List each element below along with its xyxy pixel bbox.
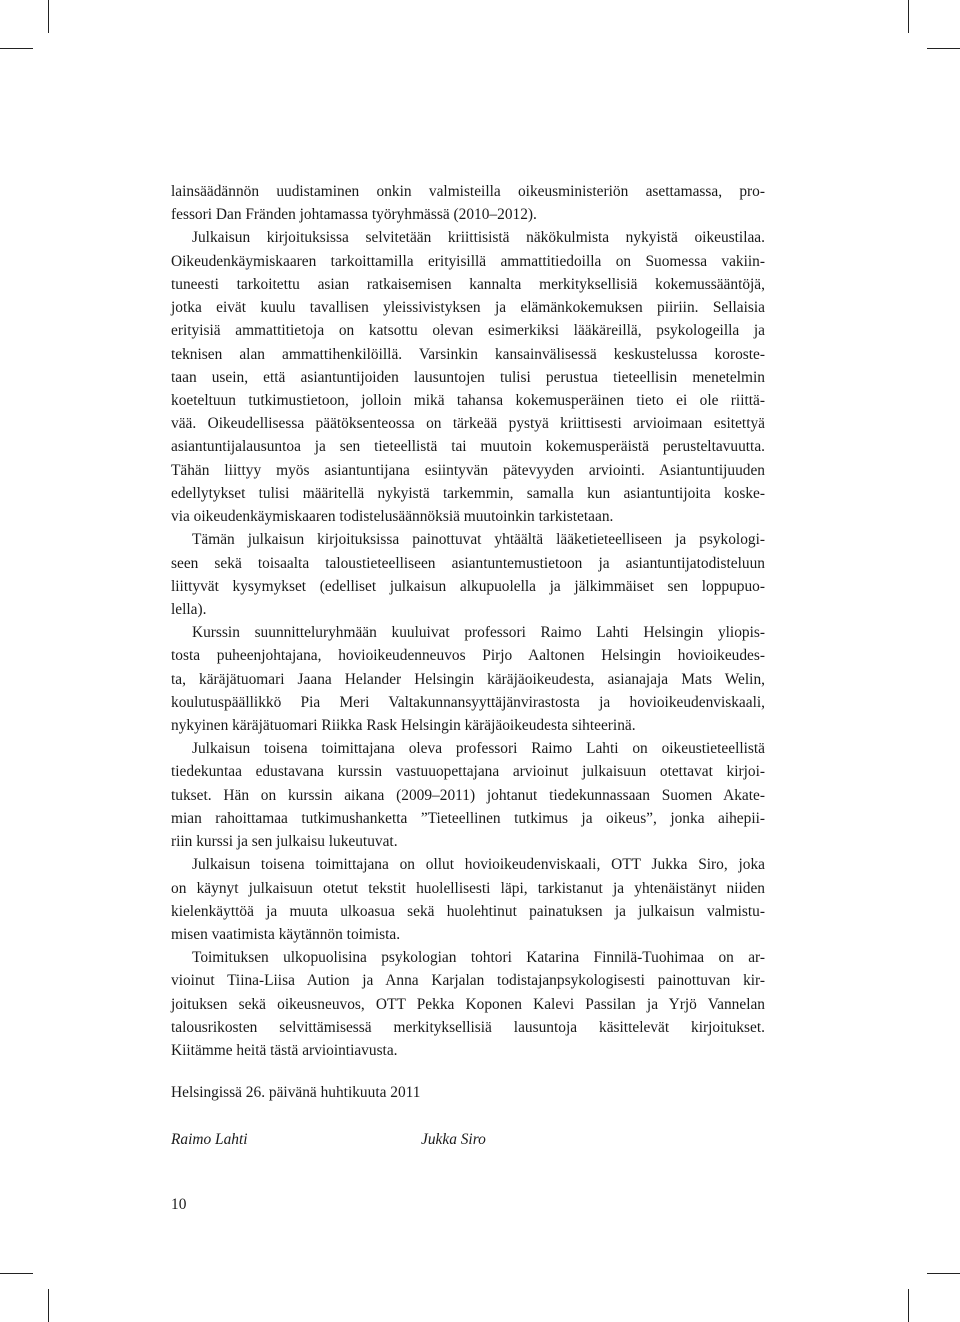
text-line: fessori Dan Fränden johtamassa työryhmässä (2010–2012). [171, 206, 537, 224]
signature-jukka-siro: Jukka Siro [421, 1131, 486, 1148]
text-line: liittyvät kysymykset (edelliset julkaisun alkupuolella ja jälkimmäiset sen loppupuo- [171, 577, 765, 595]
text-line: kielenkäyttöä ja muuta ulkoasua sekä huolehtinut painatuksen ja julkaisun valmistu- [171, 902, 765, 920]
text-line: tiedekuntaa edustavana kurssin vastuuopettajana arvioinut julkaisuun otettavat kirjoi- [171, 763, 765, 781]
text-line: via oikeudenkäymiskaaren todistelusäännöksiä muutoinkin tarkistetaan. [171, 508, 614, 526]
text-line: joituksen sekä oikeusneuvos, OTT Pekka Koponen Kalevi Passilan ja Yrjö Vannelan [171, 995, 765, 1013]
text-line: mian rahoittamaa tutkimushanketta ”Tieteellinen tutkimus ja oikeus”, jonka aihepii- [171, 809, 765, 827]
text-line: Tämän julkaisun kirjoituksissa painottuvat yhtäältä lääketieteelliseen ja psykologi- [192, 531, 765, 549]
text-line: Kiitämme heitä tästä arviointiavusta. [171, 1042, 398, 1060]
text-line: edellytykset tulisi määritellä nykyistä tarkemmin, samalla kun asiantuntijoita koske- [171, 484, 765, 502]
text-line: misen vaatimista käytännön toimista. [171, 926, 401, 943]
body-text [171, 180, 765, 1062]
text-line: lainsäädännön uudistaminen onkin valmisteilla oikeusministeriön asettamassa, pro- [171, 183, 765, 200]
place-and-date: Helsingissä 26. päivänä huhtikuuta 2011 [171, 1084, 421, 1101]
crop-mark [927, 1273, 960, 1274]
text-line: Julkaisun toisena toimittajana oleva professori Raimo Lahti on oikeustieteellistä [192, 740, 765, 758]
crop-mark [0, 1273, 33, 1274]
text-line: Kurssin suunnitteluryhmään kuuluivat professori Raimo Lahti Helsingin yliopis- [192, 624, 765, 642]
text-line: riin kurssi ja sen julkaisu lukeutuvat. [171, 833, 398, 851]
crop-mark [0, 48, 33, 49]
text-line: tuneesti tarkoitettu asian ratkaisemisen kannalta merkityksellisiä kokemussääntöjä, [171, 275, 765, 293]
crop-mark [48, 0, 49, 33]
text-line: Toimituksen ulkopuolisina psykologian tohtori Katarina Finnilä-Tuohimaa on ar- [192, 949, 765, 967]
text-line: Oikeudenkäymiskaaren tarkoittamilla erityisillä ammattitiedoilla on Suomessa vakiin- [171, 252, 765, 270]
text-line: koulutuspäällikkö Pia Meri Valtakunnansyyttäjänvirastosta ja hovioikeudenviskaali, [171, 693, 765, 711]
text-line: lella). [171, 600, 207, 618]
text-line: on käynyt julkaisuun otetut tekstit huolellisesti läpi, tarkistanut ja yhtenäistänyt niiden [171, 879, 765, 897]
text-line: Tähän liittyy myös asiantuntijana esiintyvän pätevyyden arviointi. Asiantuntijuuden [171, 461, 765, 479]
text-line: nykyinen käräjätuomari Riikka Rask Helsingin käräjäoikeudesta sihteerinä. [171, 717, 636, 735]
text-line: Julkaisun toisena toimittajana on ollut hovioikeudenviskaali, OTT Jukka Siro, joka [192, 856, 765, 874]
crop-mark [48, 1289, 49, 1322]
text-line: tosta puheenjohtajana, hovioikeudenneuvos Pirjo Aaltonen Helsingin hovioikeudes- [171, 647, 765, 665]
crop-mark [908, 0, 909, 33]
text-line: ta, käräjätuomari Jaana Helander Helsingin käräjäoikeudesta, asianajaja Mats Welin, [171, 670, 765, 688]
page-number: 10 [171, 1196, 187, 1213]
text-line: Julkaisun kirjoituksissa selvitetään kriittisistä näkökulmista nykyistä oikeustilaa. [192, 229, 765, 247]
text-line: talousrikosten selvittämisessä merkityksellisiä lausuntoja käsittelevät kirjoitukset. [171, 1018, 765, 1036]
text-line: erityisiä ammattitietoja on katsottu olevan esimerkiksi lääkäreillä, psykologeilla ja [171, 322, 765, 340]
text-line: teknisen alan ammattihenkilöillä. Varsinkin kansainvälisessä keskustelussa koroste- [171, 345, 765, 363]
text-line: seen sekä toisaalta taloustieteelliseen asiantuntemustietoon ja asiantuntijatodisteluun [171, 554, 765, 572]
crop-mark [927, 48, 960, 49]
text-line: vioinut Tiina-Liisa Aution ja Anna Karjalan todistajanpsykologisesti painottuvan kir- [171, 972, 765, 990]
text-line: koeteltuun tutkimustietoon, jolloin mikä tahansa kokemusperäinen tieto ei ole riittä- [171, 391, 765, 409]
signature-raimo-lahti: Raimo Lahti [171, 1131, 248, 1148]
crop-mark [908, 1289, 909, 1322]
text-line: asiantuntijalausuntoa ja sen tieteellistä tai muutoin kokemusperäistä perusteltavuutta. [171, 438, 765, 456]
text-line: vää. Oikeudellisessa päätöksenteossa on tärkeää pystyä kriittisesti arvioimaan esitettyä [171, 415, 765, 433]
text-line: tukset. Hän on kurssin aikana (2009–2011) johtanut tiedekunnassaan Suomen Akate- [171, 786, 765, 804]
text-line: taan usein, että asiantuntijoiden lausuntojen tulisi perustua tieteellisin menetelmin [171, 368, 765, 386]
text-line: jotka eivät kuulu tavallisen yleissivistyksen ja elämänkokemuksen piiriin. Sellaisia [171, 299, 765, 317]
